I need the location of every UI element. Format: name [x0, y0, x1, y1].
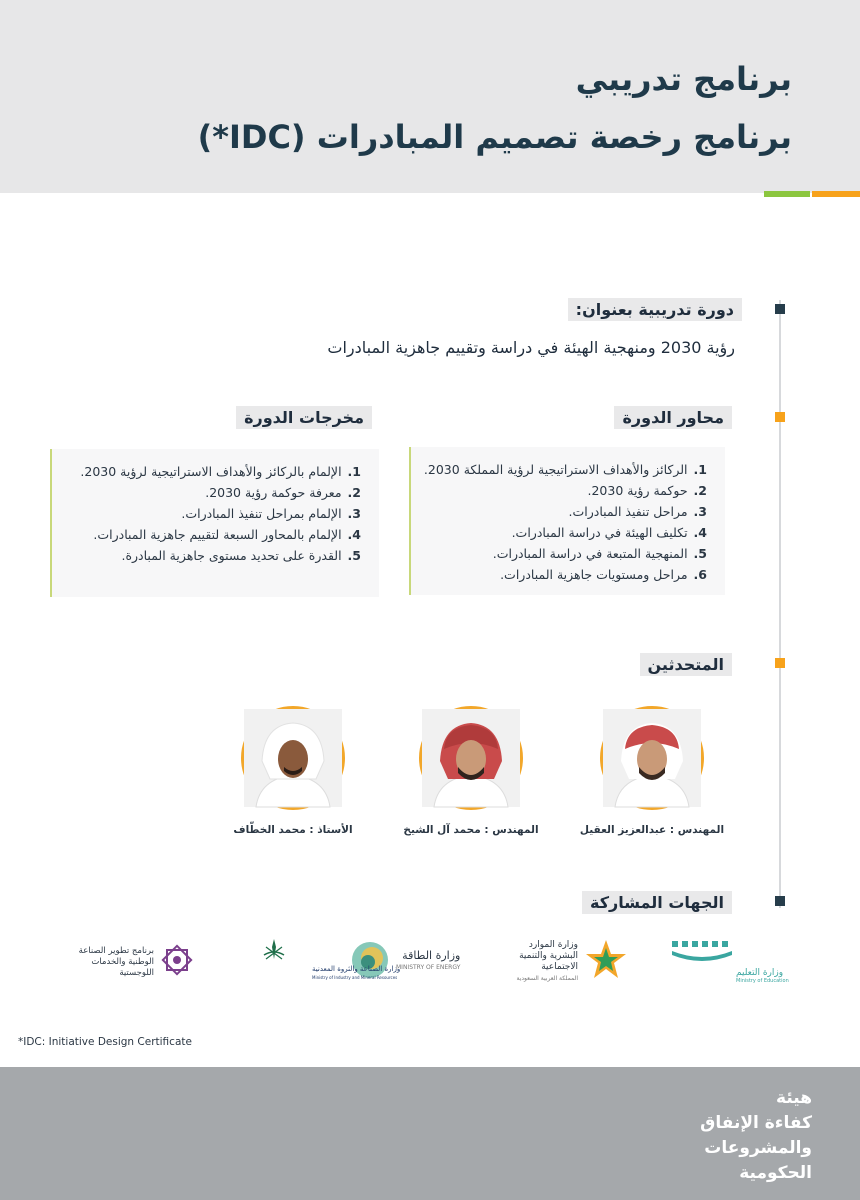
item-number: 3.	[347, 506, 361, 521]
accent-bar-orange	[812, 191, 860, 197]
list-item	[419, 501, 707, 522]
speaker-card	[376, 706, 566, 836]
authority-logo	[700, 1086, 812, 1186]
footnote: *IDC: Initiative Design Certificate	[18, 1036, 192, 1048]
item-text: الركائز والأهداف الاستراتيجية لرؤية المملكة 2030.	[423, 462, 688, 477]
speaker-photo	[600, 706, 704, 810]
item-number: 4.	[693, 525, 707, 540]
outcomes-title: مخرجات الدورة	[236, 406, 372, 429]
list-item	[60, 524, 361, 545]
item-number: 2.	[693, 483, 707, 498]
energy-logo-en: MINISTRY OF ENERGY	[396, 964, 461, 971]
list-item	[419, 480, 707, 501]
education-emblem-icon	[666, 937, 789, 987]
partners-title: الجهات المشاركة	[582, 891, 732, 914]
hr-logo-sub: المملكة العربية السعودية	[516, 974, 578, 982]
list-item	[419, 459, 707, 480]
axes-title: محاور الدورة	[614, 406, 732, 429]
speaker-card	[198, 706, 388, 836]
item-text: الإلمام بالركائز والأهداف الاستراتيجية لرؤية 2030.	[80, 464, 342, 479]
speaker-photo	[241, 706, 345, 810]
industry-logo-en: Ministry of Industry and Mineral Resources	[312, 975, 398, 980]
item-number: 1.	[693, 462, 707, 477]
ministry-of-industry-logo	[228, 938, 401, 986]
authority-logo-line: والمشروعات	[704, 1138, 812, 1158]
authority-logo-line: كفاءة الإنفاق	[700, 1113, 812, 1133]
list-item	[60, 545, 361, 566]
speaker-name: المهندس : عبدالعزيز العقيل	[579, 824, 725, 836]
hr-logo-text	[502, 940, 578, 985]
ministry-of-hr-logo	[502, 938, 628, 986]
item-number: 4.	[347, 527, 361, 542]
speakers-title: المتحدثين	[640, 653, 732, 676]
course-name: رؤية 2030 ومنهجية الهيئة في دراسة وتقييم جاهزية المبادرات	[327, 338, 735, 357]
list-item	[419, 522, 707, 543]
energy-logo-text	[396, 950, 460, 974]
list-item	[60, 482, 361, 503]
item-text: مراحل ومستويات جاهزية المبادرات.	[500, 567, 688, 582]
timeline-marker	[775, 658, 785, 668]
item-number: 5.	[347, 548, 361, 563]
timeline-marker	[775, 896, 785, 906]
page-header	[0, 0, 860, 193]
item-text: معرفة حوكمة رؤية 2030.	[205, 485, 342, 500]
item-text: حوكمة رؤية 2030.	[587, 483, 688, 498]
timeline-marker	[775, 304, 785, 314]
course-label: دورة تدريبية بعنوان:	[568, 298, 742, 321]
item-number: 6.	[693, 567, 707, 582]
page-title: برنامج تدريبي	[575, 60, 792, 98]
nidlp-emblem-icon	[160, 943, 194, 981]
education-logo-en: Ministry of Education	[736, 978, 789, 984]
authority-logo-line: هيئة	[776, 1088, 812, 1108]
list-item	[60, 503, 361, 524]
speaker-name: الأستاذ : محمد الخطّاف	[233, 824, 353, 836]
industry-logo-text: وزارة الصناعة والثروة المعدنية	[312, 965, 401, 973]
speaker-name: المهندس : محمد آل الشيخ	[403, 824, 539, 836]
list-item	[419, 564, 707, 585]
energy-logo-name: وزارة الطاقة	[402, 949, 461, 962]
item-number: 3.	[693, 504, 707, 519]
authority-logo-line: الحكومية	[739, 1163, 812, 1183]
hr-logo-name: وزارة الموارد البشرية والتنمية الاجتماعية	[519, 939, 578, 972]
item-text: الإلمام بمراحل تنفيذ المبادرات.	[181, 506, 342, 521]
nidlp-logo-text: برنامج تطوير الصناعة الوطنية والخدمات اللوجستية	[78, 945, 154, 978]
item-number: 5.	[693, 546, 707, 561]
ministry-of-education-logo	[666, 938, 789, 986]
item-number: 2.	[347, 485, 361, 500]
accent-bar-green	[764, 191, 810, 197]
item-text: المنهجية المتبعة في دراسة المبادرات.	[492, 546, 688, 561]
item-text: مراحل تنفيذ المبادرات.	[568, 504, 688, 519]
timeline-line	[779, 300, 781, 908]
item-text: الإلمام بالمحاور السبعة لتقييم جاهزية المبادرات.	[93, 527, 342, 542]
axes-list	[411, 447, 725, 585]
hr-star-icon	[584, 938, 628, 986]
item-number: 1.	[347, 464, 361, 479]
list-item	[60, 461, 361, 482]
list-item	[419, 543, 707, 564]
outcomes-list-box	[50, 449, 379, 597]
program-title: برنامج رخصة تصميم المبادرات (IDC*)	[197, 118, 792, 156]
item-text: القدرة على تحديد مستوى جاهزية المبادرة.	[121, 548, 342, 563]
timeline-marker	[775, 412, 785, 422]
outcomes-list	[52, 449, 379, 566]
axes-list-box	[409, 447, 725, 595]
speaker-card	[557, 706, 747, 836]
nidlp-logo	[76, 938, 194, 986]
industry-emblem-icon	[228, 937, 401, 987]
item-text: تكليف الهيئة في دراسة المبادرات.	[511, 525, 688, 540]
education-logo-text: وزارة التعليم	[736, 968, 784, 978]
speaker-photo	[419, 706, 523, 810]
